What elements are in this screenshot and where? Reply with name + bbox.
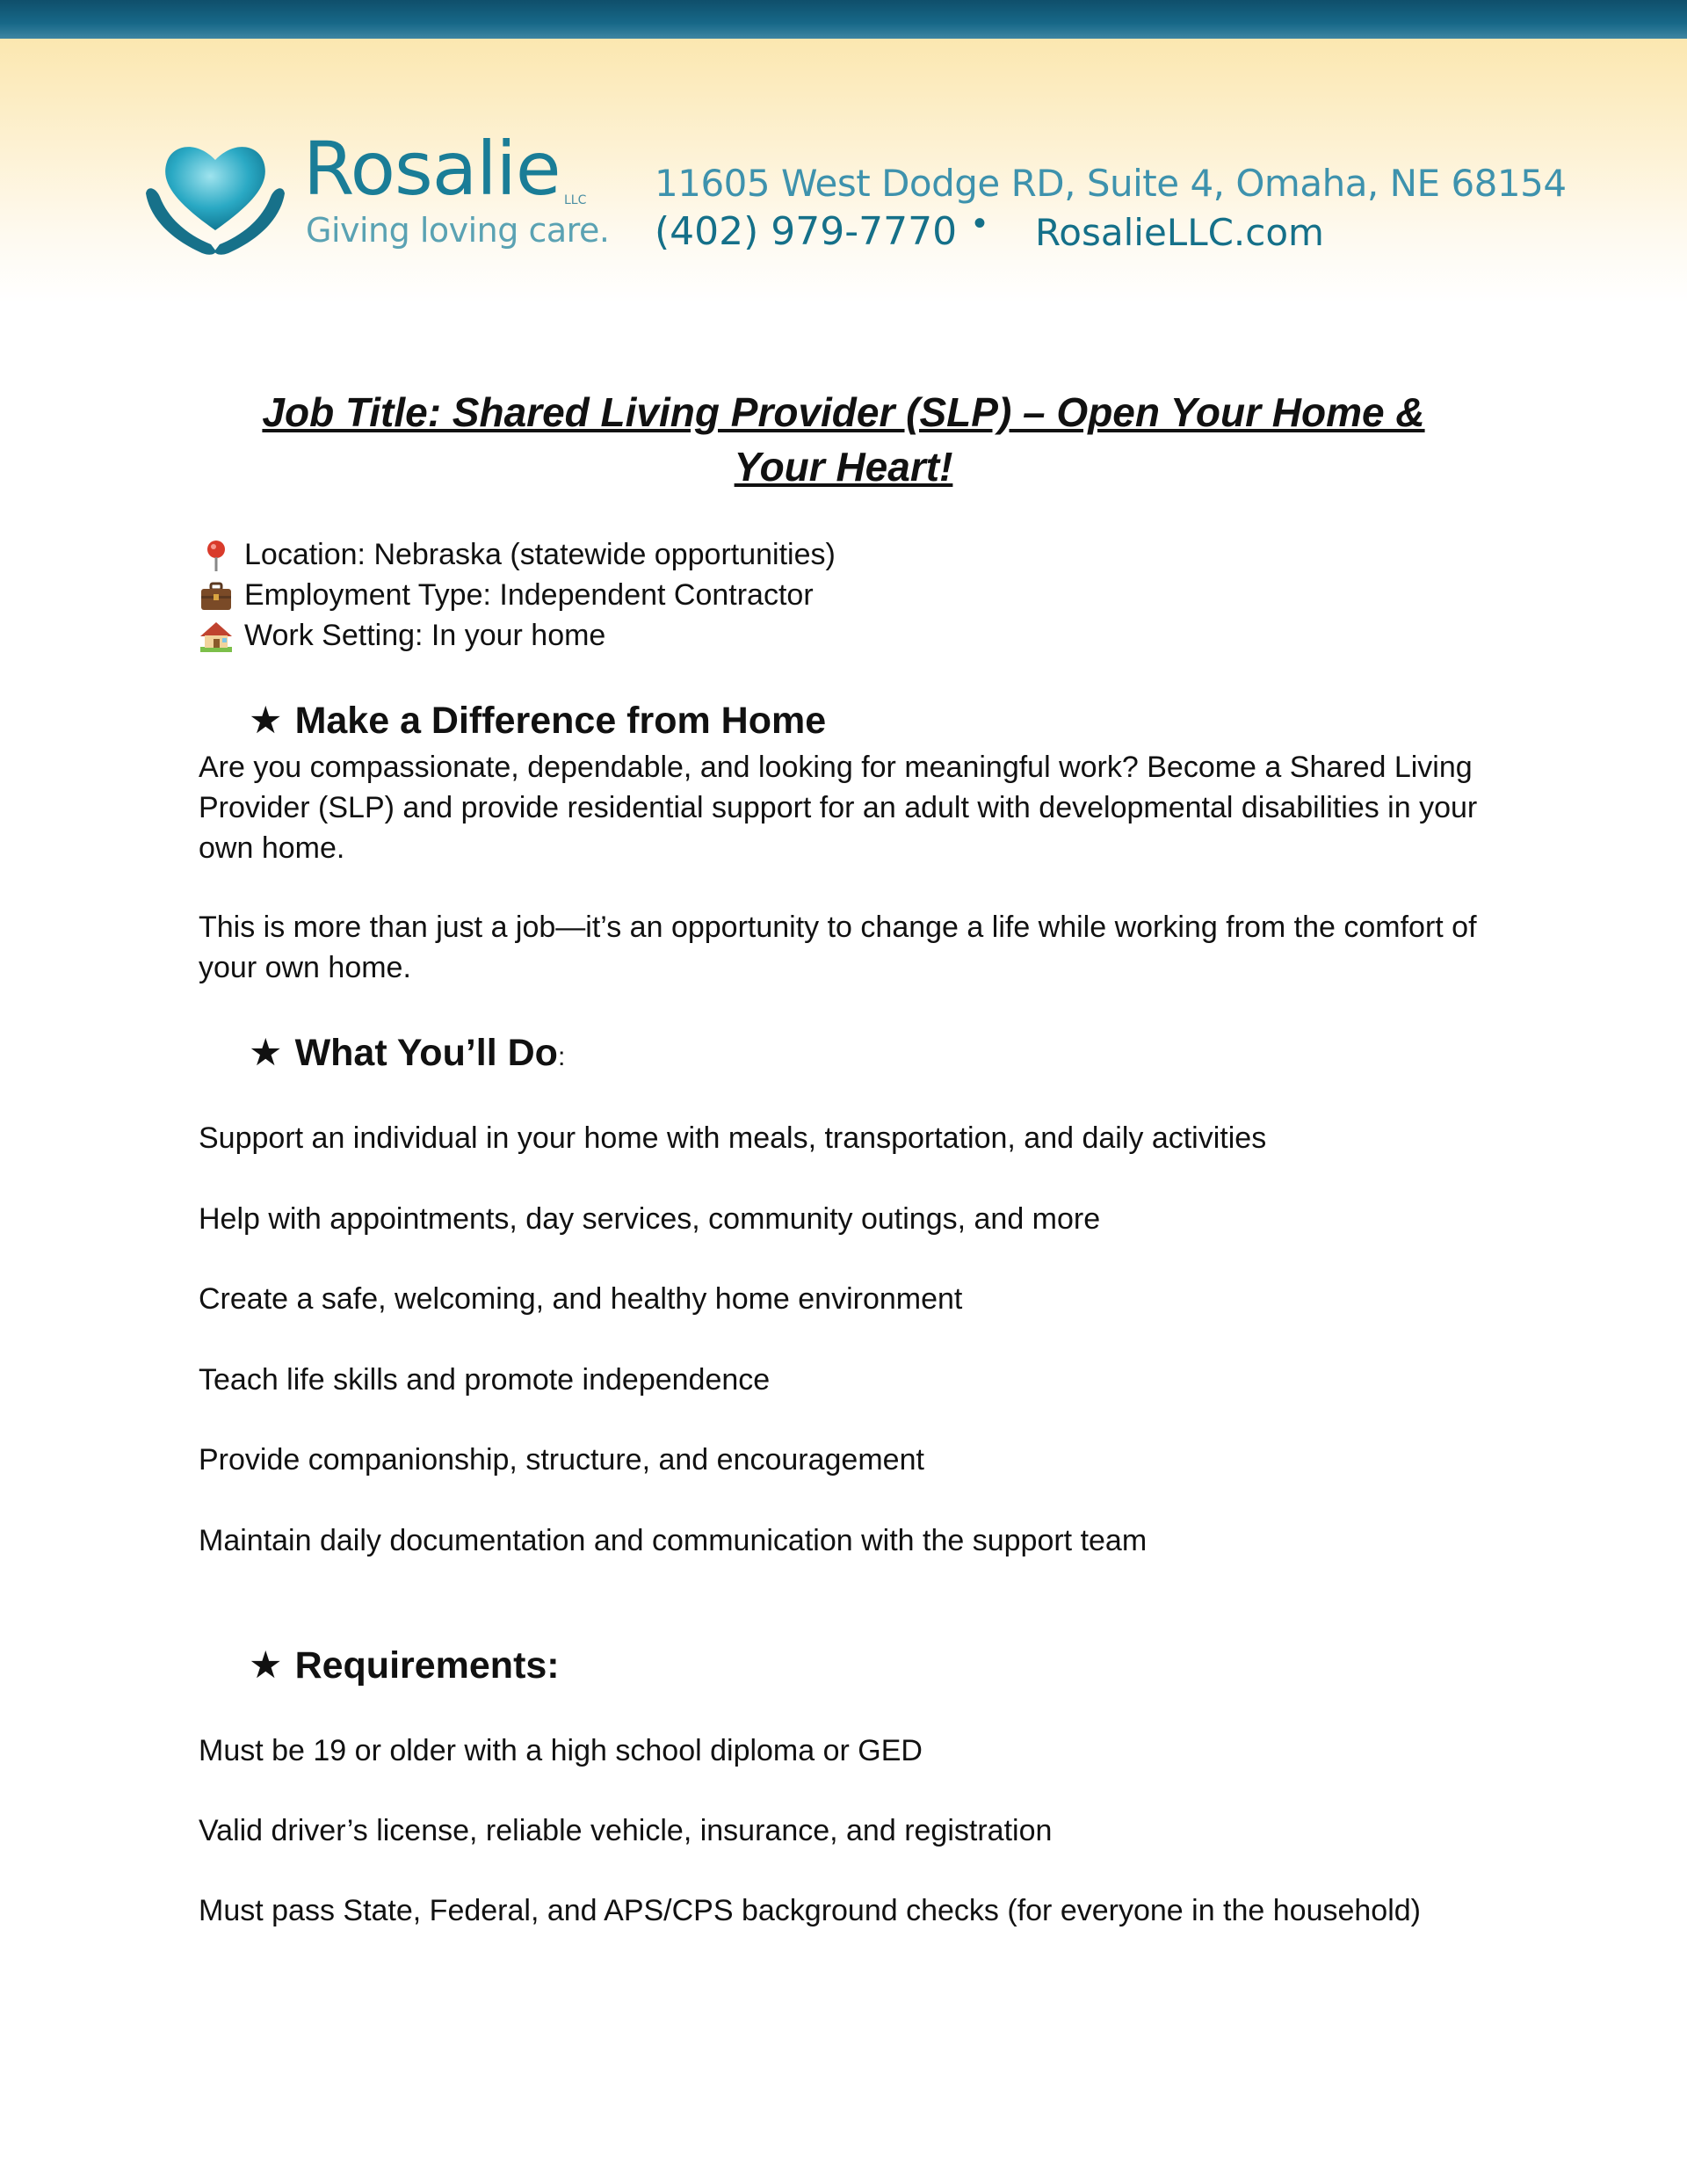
heading-colon: : xyxy=(557,1042,566,1071)
mission-paragraph: This is more than just a job—it’s an opportunity to change a life while working from the comfort of your own home. xyxy=(199,911,1477,984)
requirement-item: Valid driver’s license, reliable vehicle, insurance, and registration xyxy=(199,1814,1053,1847)
header-separator: • xyxy=(974,204,987,243)
section-heading-text: Make a Difference from Home xyxy=(294,700,827,742)
duty-item: Create a safe, welcoming, and healthy home environment xyxy=(199,1282,963,1316)
section-heading-requirements xyxy=(249,1643,560,1687)
heart-in-hands-icon xyxy=(141,132,290,264)
section-heading-duties xyxy=(249,1031,565,1075)
letterhead-top-bar xyxy=(0,0,1687,39)
brand-tagline: Giving loving care. xyxy=(306,211,610,250)
section-heading-text: Requirements: xyxy=(294,1644,560,1687)
requirement-item: Must pass State, Federal, and APS/CPS background checks (for everyone in the household) xyxy=(199,1894,1421,1927)
pin-icon xyxy=(199,538,234,573)
job-title xyxy=(132,385,1555,494)
brand-suffix: LLC xyxy=(564,193,587,207)
duty-item: Provide companionship, structure, and encouragement xyxy=(199,1443,924,1477)
brand-name: Rosalie xyxy=(303,126,561,212)
duty-item: Teach life skills and promote independence xyxy=(199,1363,771,1397)
duty-item: Maintain daily documentation and communication with the support team xyxy=(199,1524,1148,1557)
section-heading-difference xyxy=(249,699,826,743)
star-icon: ★ xyxy=(249,700,283,742)
meta-employment-type: Employment Type: Independent Contractor xyxy=(244,578,814,612)
house-icon xyxy=(199,619,234,654)
duty-item: Help with appointments, day services, community outings, and more xyxy=(199,1202,1101,1236)
company-phone: (402) 979-7770 xyxy=(655,209,958,254)
star-icon: ★ xyxy=(249,1032,283,1074)
job-title-line-1: Job Title: Shared Living Provider (SLP) – Open Your Home & xyxy=(262,389,1425,435)
job-title-line-2: Your Heart! xyxy=(734,444,953,490)
company-website[interactable]: RosalieLLC.com xyxy=(1035,211,1324,254)
briefcase-icon xyxy=(199,578,234,613)
star-icon: ★ xyxy=(249,1644,283,1687)
requirement-item: Must be 19 or older with a high school diploma or GED xyxy=(199,1734,923,1767)
company-address: 11605 West Dodge RD, Suite 4, Omaha, NE 68154 xyxy=(655,162,1567,205)
duty-item: Support an individual in your home with meals, transportation, and daily activities xyxy=(199,1121,1267,1155)
intro-paragraph: Are you compassionate, dependable, and looking for meaningful work? Become a Shared Living Provider (SLP) and provide residential support for an adult with developmental disabilities in your own home. xyxy=(199,751,1478,865)
section-heading-text: What You’ll Do xyxy=(294,1032,558,1074)
meta-location: Location: Nebraska (statewide opportunities) xyxy=(244,538,836,571)
meta-work-setting: Work Setting: In your home xyxy=(244,619,606,652)
